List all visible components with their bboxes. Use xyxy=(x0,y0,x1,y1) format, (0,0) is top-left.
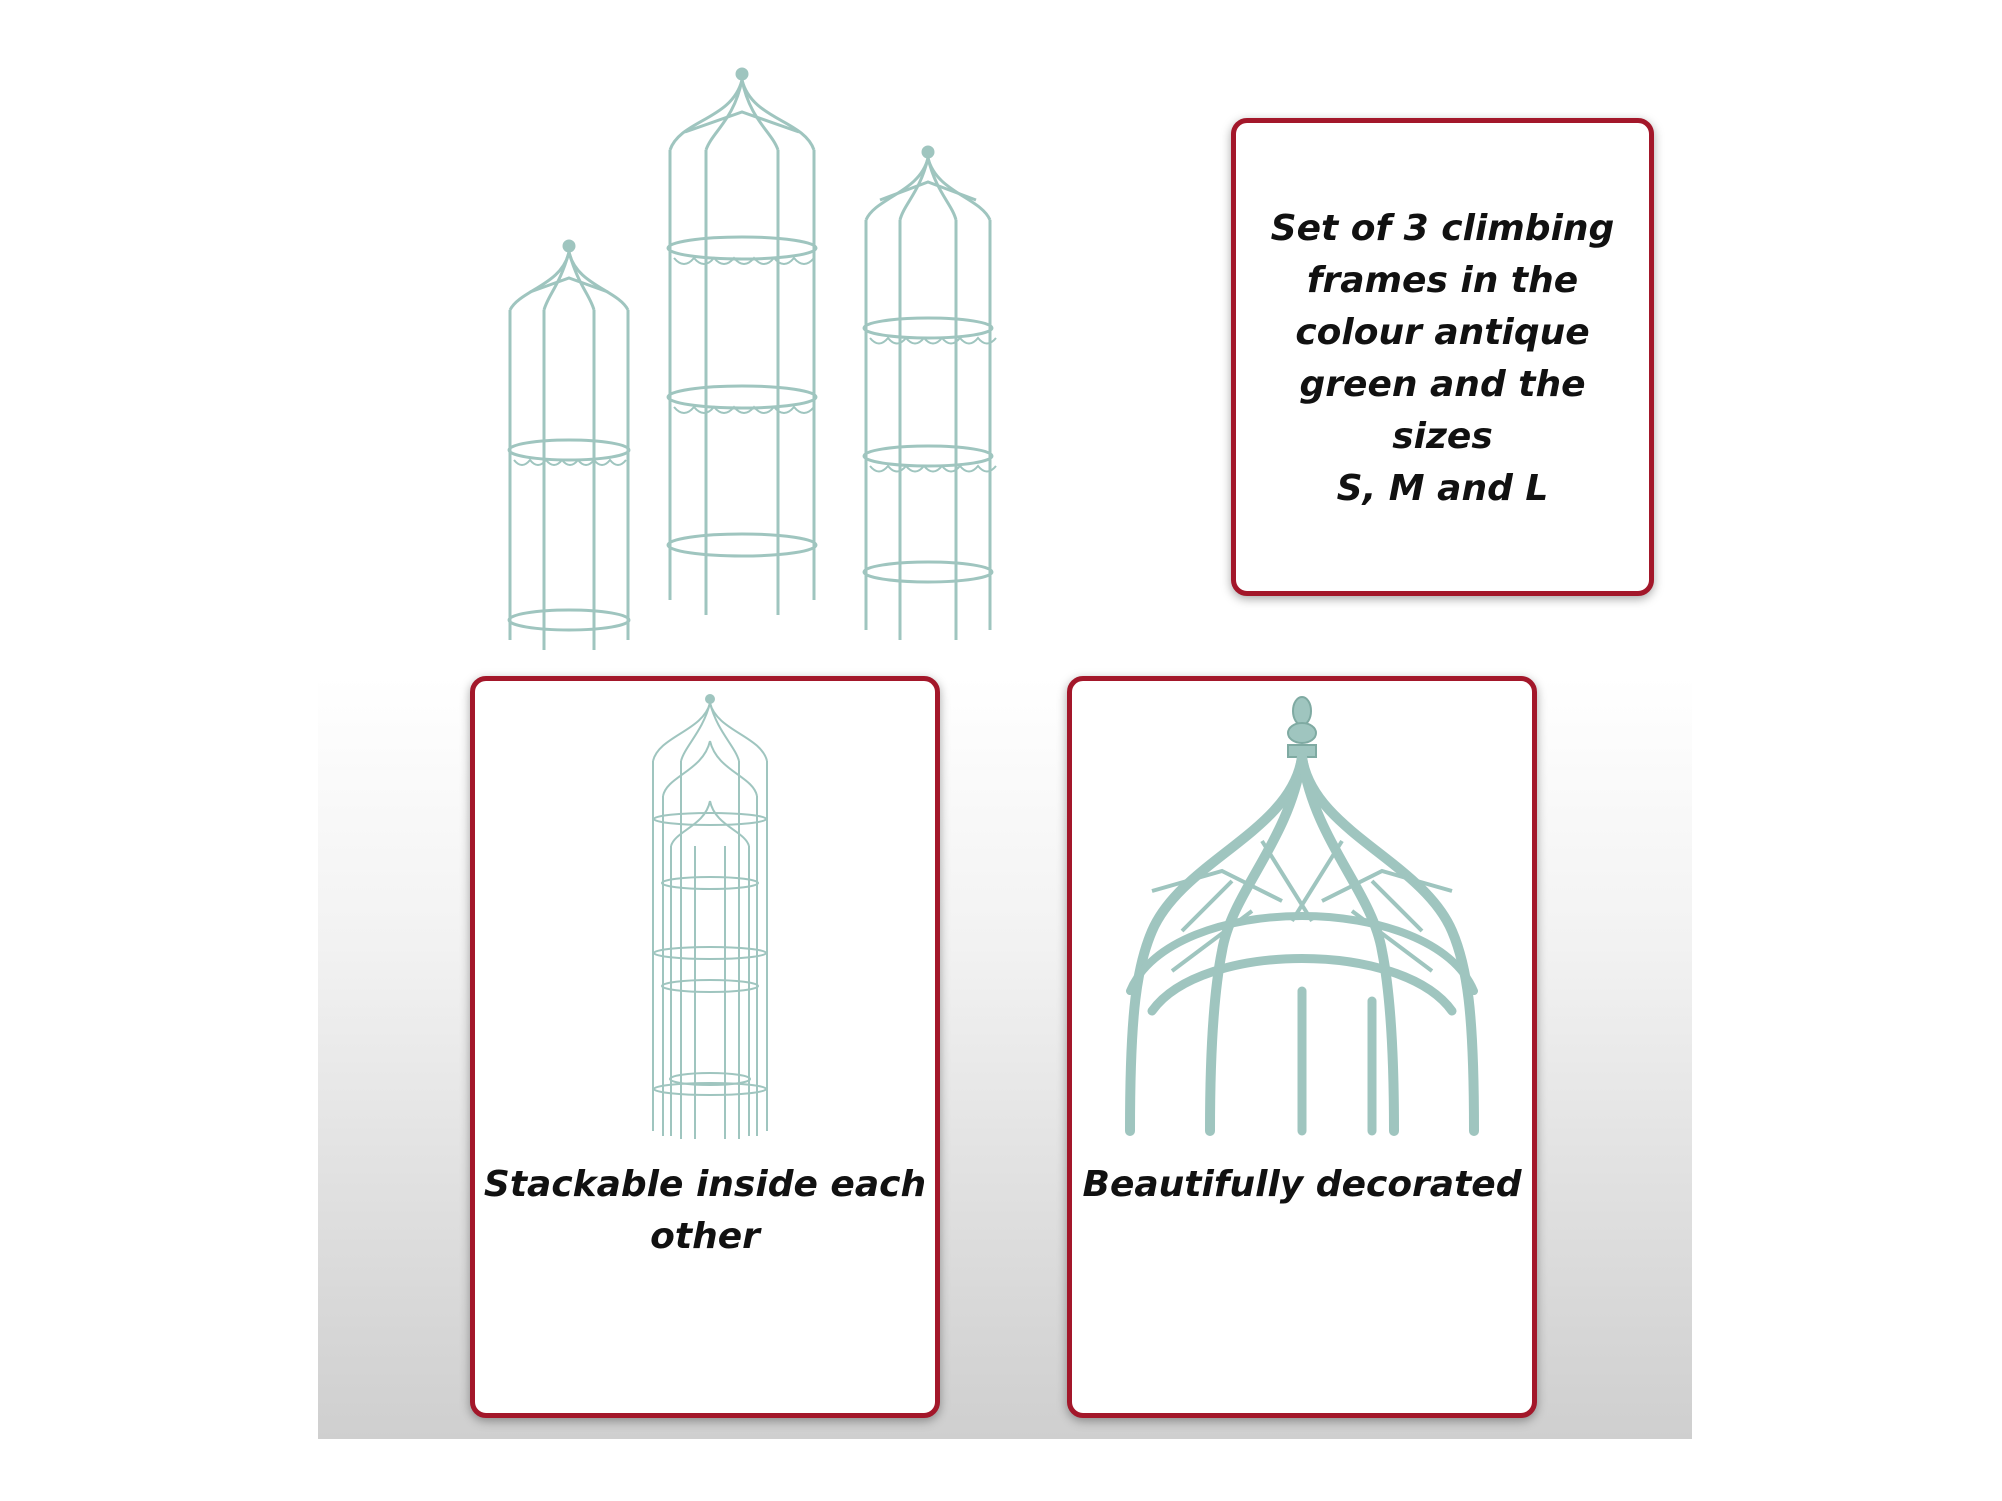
large-frame xyxy=(668,69,816,615)
decorated-card xyxy=(1067,676,1537,1418)
sizes-info-text: Set of 3 climbing frames in the colour antique green and the sizes S, M and L xyxy=(1270,208,1615,509)
three-obelisk-frames-image xyxy=(500,60,1020,660)
stackable-text: Stackable inside each other xyxy=(483,1164,927,1257)
decorated-text: Beautifully decorated xyxy=(1082,1164,1522,1205)
stackable-card xyxy=(470,676,940,1418)
stacked-obelisk-frames-image xyxy=(645,691,775,1141)
sizes-info-card xyxy=(1231,118,1654,596)
decorated-frame-top-detail-image xyxy=(1112,691,1492,1141)
medium-frame xyxy=(864,147,996,640)
small-frame xyxy=(509,241,629,650)
